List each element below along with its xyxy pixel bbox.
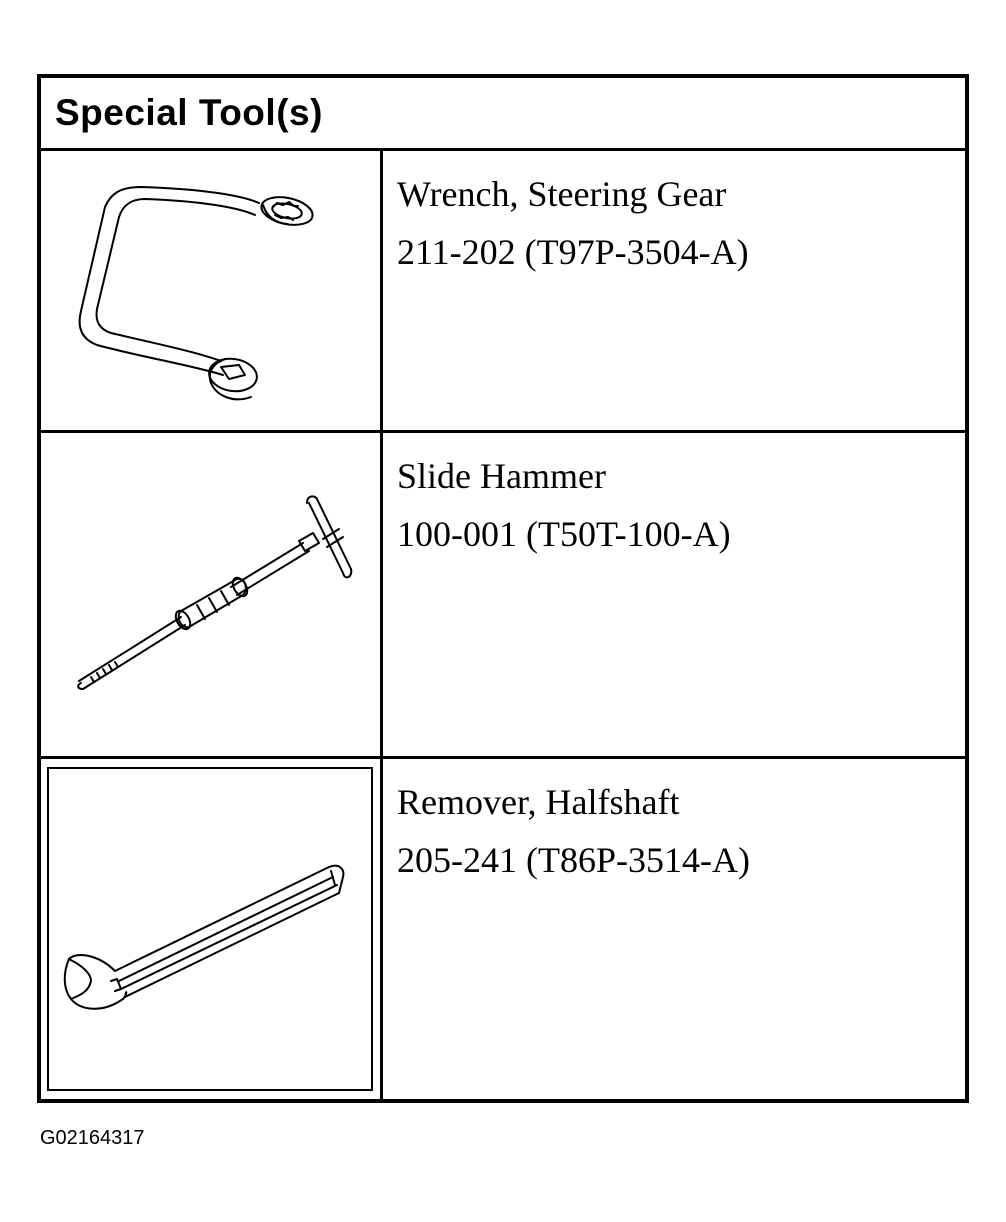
steering-gear-wrench-icon: [41, 151, 380, 430]
halfshaft-remover-icon: [41, 759, 380, 1103]
tool-part-number: 211-202 (T97P-3504-A): [397, 232, 749, 272]
tool-description: [397, 165, 749, 281]
table-header: [41, 78, 965, 151]
figure-id: G02164317: [40, 1127, 145, 1149]
tool-row-steering-gear-wrench: [41, 151, 965, 433]
tool-description: [397, 773, 750, 889]
tool-image-cell: [41, 433, 383, 756]
tool-image-cell: [41, 759, 383, 1103]
tool-part-number: 205-241 (T86P-3514-A): [397, 840, 750, 880]
tool-name: Slide Hammer: [397, 456, 606, 496]
table-title: Special Tool(s): [55, 92, 323, 133]
tool-row-slide-hammer: [41, 433, 965, 759]
slide-hammer-icon: [41, 433, 380, 756]
tool-name: Wrench, Steering Gear: [397, 174, 727, 214]
tool-part-number: 100-001 (T50T-100-A): [397, 514, 731, 554]
tool-description: [397, 447, 731, 563]
special-tools-table: [37, 74, 969, 1103]
tool-image-cell: [41, 151, 383, 430]
tool-name: Remover, Halfshaft: [397, 782, 680, 822]
tool-row-halfshaft-remover: [41, 759, 965, 1103]
